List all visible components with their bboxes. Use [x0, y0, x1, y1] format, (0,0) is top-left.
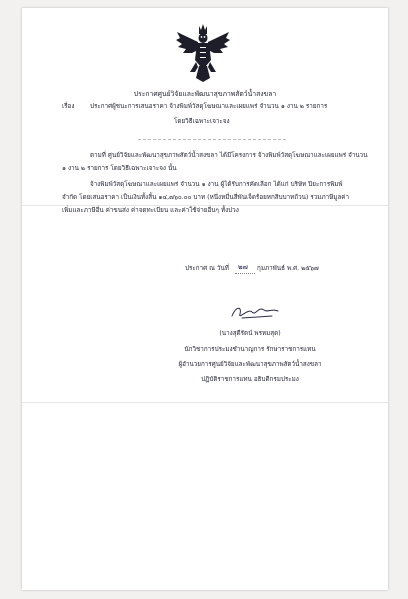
subject-line-2: โดยวิธีเฉพาะเจาะจง: [174, 118, 230, 125]
subject-line-1: ประกาศผู้ชนะการเสนอราคา จ้างพิมพ์วัสดุโฆษณาและเผยแพร่ จำนวน ๑ งาน ๒ รายการ: [90, 103, 328, 110]
paragraph-2-line-1: จ้างพิมพ์วัสดุโฆษณาและเผยแพร่ จำนวน ๑ งาน ผู้ได้รับการคัดเลือก ได้แก่ บริษัท ปิยะการพิมพ์: [90, 181, 343, 188]
fold-line: [22, 205, 388, 206]
paragraph-2-line-2: จำกัด โดยเสนอราคา เป็นเงินทั้งสิ้น ๑๔,๗๖๐.๐๐ บาท (หนึ่งหมื่นสี่พันเจ็ดร้อยหกสิบบาทถ้วน) รวมภาษีมูลค่า: [62, 194, 350, 201]
signatory-position-2: ผู้อำนวยการศูนย์วิจัยและพัฒนาสุขภาพสัตว์น้ำสงขลา: [178, 361, 322, 368]
paragraph-1-line-1: ตามที่ ศูนย์วิจัยและพัฒนาสุขภาพสัตว์น้ำสงขลา ได้มีโครงการ จ้างพิมพ์วัสดุโฆษณาและเผยแพร่ จำนวน: [90, 152, 368, 159]
date-prefix: ประกาศ ณ วันที่: [185, 265, 229, 272]
paragraph-1-line-2: ๑ งาน ๒ รายการ โดยวิธีเฉพาะเจาะจง นั้น: [62, 165, 177, 172]
date-day: ๒๗: [238, 263, 248, 271]
header-divider: [138, 139, 286, 140]
handwritten-signature: [228, 302, 288, 322]
fold-line: [22, 402, 388, 403]
signatory-name: (นางสุดีรัตน์ พรหมสุด): [219, 330, 281, 337]
signatory-position-3: ปฏิบัติราชการแทน อธิบดีกรมประมง: [201, 376, 299, 383]
date-month-year: กุมภาพันธ์ พ.ศ. ๒๕๖๗: [257, 265, 319, 272]
signatory-position-1: นักวิชาการประมงชำนาญการ รักษาราชการแทน: [184, 346, 316, 353]
garuda-emblem-icon: [176, 22, 230, 84]
subject-label: เรื่อง: [62, 103, 75, 110]
paragraph-2-line-3: เพิ่มและภาษีอื่น ค่าขนส่ง ค่าจดทะเบียน และค่าใช้จ่ายอื่นๆ ทั้งปวง: [62, 207, 239, 214]
agency-title: ประกาศศูนย์วิจัยและพัฒนาสุขภาพสัตว์น้ำสงขลา: [133, 90, 277, 98]
